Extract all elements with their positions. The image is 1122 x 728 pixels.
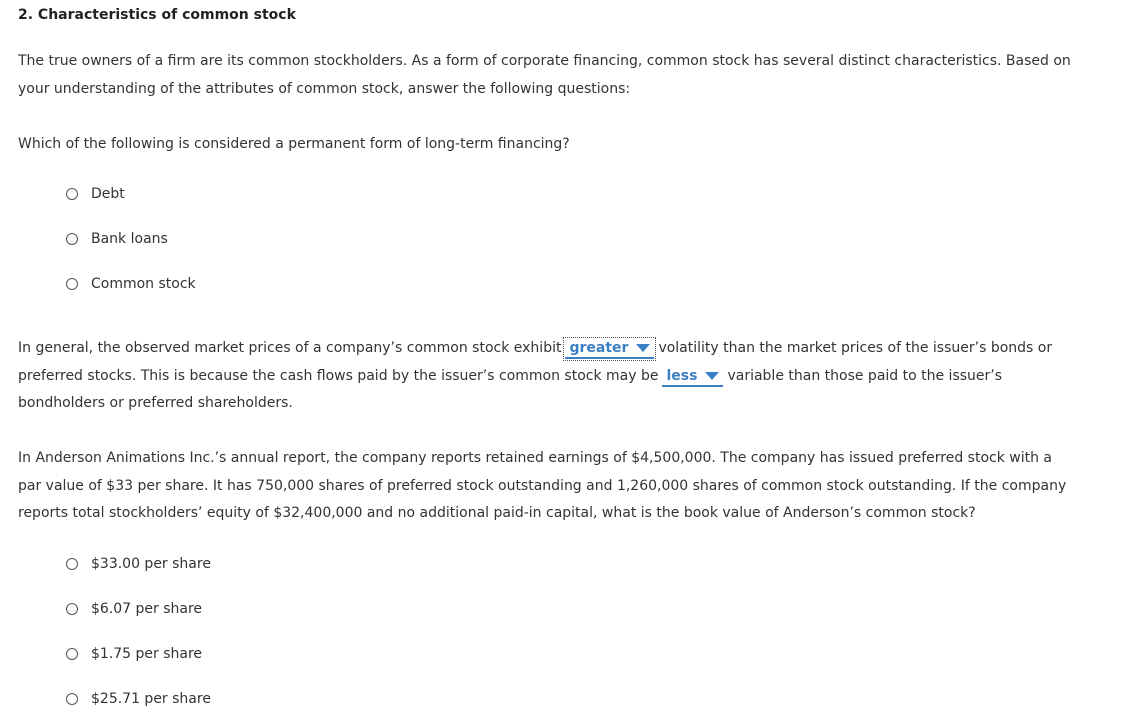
option-label: Debt <box>91 186 125 202</box>
q2-text-part-4: variable than those paid to the issuer’s <box>727 367 1003 384</box>
radio-button-icon[interactable] <box>66 278 78 290</box>
option-label: $25.71 per share <box>91 691 211 707</box>
radio-button-icon[interactable] <box>66 603 78 615</box>
q3-line-2: par value of $33 per share. It has 750,000 shares of preferred stock outstanding and 1,260,000 shares of common stock outstanding. If the company <box>18 477 1067 494</box>
dropdown-value: less <box>666 367 698 384</box>
option-label: $1.75 per share <box>91 646 203 662</box>
variability-dropdown[interactable] <box>662 367 723 387</box>
dropdown-value: greater <box>569 340 629 356</box>
intro-line-1: The true owners of a firm are its common stockholders. As a form of corporate financing, common stock has several distinct characteristics. Based on <box>18 53 1071 69</box>
q2-text-part-3: preferred stocks. This is because the cash flows paid by the issuer’s common stock may be <box>18 367 659 384</box>
radio-button-icon[interactable] <box>66 558 78 570</box>
intro-line-2: your understanding of the attributes of common stock, answer the following questions: <box>18 80 631 97</box>
radio-button-icon[interactable] <box>66 188 78 200</box>
radio-button-icon[interactable] <box>66 648 78 660</box>
question-1-text: Which of the following is considered a permanent form of long-term financing? <box>18 136 570 152</box>
q3-option-33-00[interactable] <box>66 555 211 573</box>
q3-option-25-71[interactable] <box>66 690 211 708</box>
q3-line-1: In Anderson Animations Inc.’s annual report, the company reports retained earnings of $4,500,000. The company has issued preferred stock with a <box>18 450 1052 466</box>
radio-button-icon[interactable] <box>66 233 78 245</box>
option-label: Bank loans <box>91 231 168 247</box>
q3-option-6-07[interactable] <box>66 600 202 618</box>
q2-line-2 <box>18 363 1098 391</box>
q1-option-common-stock[interactable] <box>66 275 196 293</box>
radio-button-icon[interactable] <box>66 693 78 705</box>
caret-down-icon <box>636 344 650 352</box>
page-title: 2. Characteristics of common stock <box>18 7 296 23</box>
q3-option-1-75[interactable] <box>66 645 202 663</box>
intro-paragraph <box>18 48 1098 103</box>
q1-option-bank-loans[interactable] <box>66 230 168 248</box>
q2-line-3: bondholders or preferred shareholders. <box>18 395 293 411</box>
question-3-paragraph <box>18 445 1098 528</box>
caret-down-icon <box>705 372 719 380</box>
q2-text-part-2: volatility than the market prices of the issuer’s bonds or <box>658 340 1053 356</box>
volatility-dropdown[interactable] <box>565 339 654 359</box>
q1-option-debt[interactable] <box>66 185 125 203</box>
option-label: $33.00 per share <box>91 556 211 572</box>
q2-line-1 <box>18 335 1098 363</box>
question-2-paragraph <box>18 335 1098 418</box>
option-label: $6.07 per share <box>91 601 203 617</box>
q3-line-3: reports total stockholders’ equity of $32,400,000 and no additional paid-in capital, what is the book value of Anderson’s common stock? <box>18 505 976 521</box>
q2-text-part-1: In general, the observed market prices of a company’s common stock exhibit <box>18 340 562 356</box>
option-label: Common stock <box>91 276 196 292</box>
